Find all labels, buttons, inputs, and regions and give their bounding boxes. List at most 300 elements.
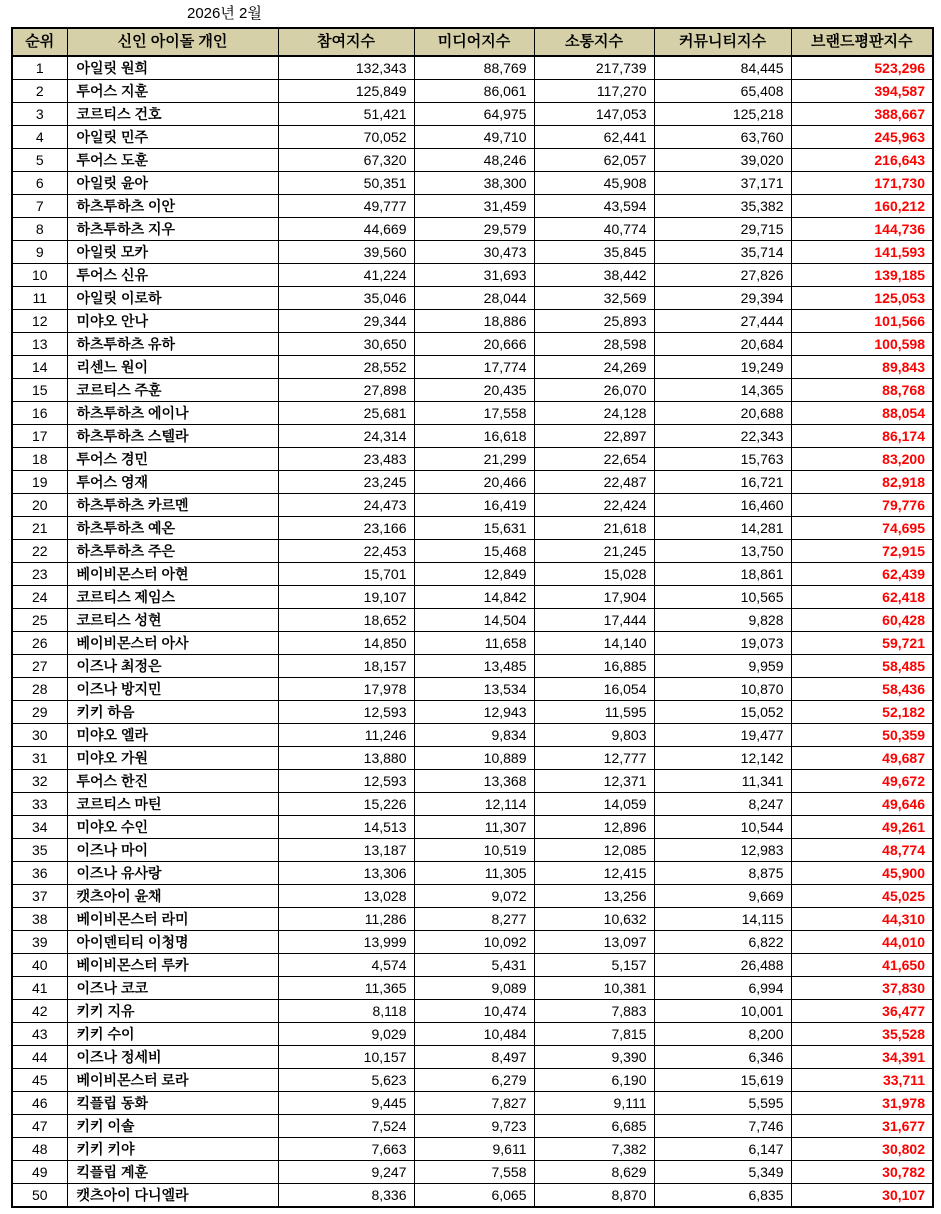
rank-cell: 15 [12,379,67,402]
brand-reputation-index-cell: 62,439 [791,563,933,586]
brand-reputation-index-cell: 72,915 [791,540,933,563]
table-row [12,356,933,379]
community-index-cell: 8,875 [654,862,791,885]
idol-name-cell: 투어스 한진 [67,770,278,793]
community-index-cell: 16,721 [654,471,791,494]
media-index-cell: 10,474 [414,1000,534,1023]
community-index-cell: 65,408 [654,80,791,103]
participation-index-cell: 23,245 [278,471,414,494]
participation-index-cell: 11,286 [278,908,414,931]
table-row [12,632,933,655]
brand-reputation-index-cell: 60,428 [791,609,933,632]
table-row [12,126,933,149]
table-row [12,862,933,885]
idol-name-cell: 하츠투하츠 주은 [67,540,278,563]
brand-reputation-index-cell: 37,830 [791,977,933,1000]
media-index-cell: 48,246 [414,149,534,172]
media-index-cell: 12,943 [414,701,534,724]
rank-cell: 41 [12,977,67,1000]
table-row [12,954,933,977]
media-index-cell: 12,849 [414,563,534,586]
participation-index-cell: 11,246 [278,724,414,747]
table-row [12,517,933,540]
rank-cell: 28 [12,678,67,701]
media-index-cell: 8,497 [414,1046,534,1069]
participation-index-cell: 13,880 [278,747,414,770]
participation-index-cell: 13,999 [278,931,414,954]
table-row [12,770,933,793]
media-index-cell: 11,307 [414,816,534,839]
rookie-idol-brand-ranking-table [11,27,934,1208]
rank-cell: 39 [12,931,67,954]
table-row [12,655,933,678]
communication-index-cell: 9,111 [534,1092,654,1115]
communication-index-cell: 35,845 [534,241,654,264]
communication-index-cell: 9,803 [534,724,654,747]
communication-index-cell: 8,629 [534,1161,654,1184]
table-row [12,839,933,862]
participation-index-cell: 14,513 [278,816,414,839]
table-row [12,103,933,126]
community-index-cell: 27,444 [654,310,791,333]
participation-index-cell: 44,669 [278,218,414,241]
participation-index-cell: 24,314 [278,425,414,448]
brand-reputation-index-cell: 89,843 [791,356,933,379]
community-index-cell: 5,595 [654,1092,791,1115]
communication-index-cell: 16,054 [534,678,654,701]
brand-reputation-index-cell: 79,776 [791,494,933,517]
table-row [12,287,933,310]
community-index-cell: 14,365 [654,379,791,402]
media-index-cell: 16,419 [414,494,534,517]
rank-cell: 31 [12,747,67,770]
participation-index-cell: 70,052 [278,126,414,149]
table-row [12,540,933,563]
media-index-cell: 20,666 [414,333,534,356]
idol-name-cell: 하츠투하츠 에이나 [67,402,278,425]
media-index-cell: 11,305 [414,862,534,885]
communication-index-cell: 217,739 [534,56,654,80]
participation-index-cell: 51,421 [278,103,414,126]
communication-index-cell: 12,415 [534,862,654,885]
community-index-cell: 20,684 [654,333,791,356]
communication-index-cell: 117,270 [534,80,654,103]
table-row [12,678,933,701]
media-index-cell: 28,044 [414,287,534,310]
participation-index-cell: 8,336 [278,1184,414,1208]
rank-cell: 46 [12,1092,67,1115]
communication-index-cell: 15,028 [534,563,654,586]
participation-index-cell: 9,247 [278,1161,414,1184]
participation-index-cell: 28,552 [278,356,414,379]
participation-index-cell: 13,306 [278,862,414,885]
media-index-cell: 13,485 [414,655,534,678]
rank-cell: 25 [12,609,67,632]
communication-index-cell: 24,269 [534,356,654,379]
communication-index-cell: 26,070 [534,379,654,402]
media-index-cell: 12,114 [414,793,534,816]
idol-name-cell: 미야오 엘라 [67,724,278,747]
rank-cell: 16 [12,402,67,425]
community-index-cell: 35,714 [654,241,791,264]
community-index-cell: 29,715 [654,218,791,241]
participation-index-cell: 23,166 [278,517,414,540]
table-row [12,1161,933,1184]
table-row [12,402,933,425]
rank-cell: 8 [12,218,67,241]
media-index-cell: 6,279 [414,1069,534,1092]
media-index-cell: 11,658 [414,632,534,655]
rank-cell: 40 [12,954,67,977]
brand-reputation-index-cell: 36,477 [791,1000,933,1023]
media-index-cell: 9,089 [414,977,534,1000]
idol-name-cell: 이즈나 마이 [67,839,278,862]
idol-name-cell: 킥플립 동화 [67,1092,278,1115]
table-header [12,28,933,56]
rank-cell: 42 [12,1000,67,1023]
rank-cell: 4 [12,126,67,149]
community-index-cell: 10,870 [654,678,791,701]
idol-name-cell: 베이비몬스터 루카 [67,954,278,977]
rank-cell: 2 [12,80,67,103]
participation-index-cell: 18,652 [278,609,414,632]
idol-name-cell: 투어스 경민 [67,448,278,471]
table-row [12,379,933,402]
participation-index-cell: 13,187 [278,839,414,862]
table-row [12,563,933,586]
communication-index-cell: 22,487 [534,471,654,494]
table-row [12,701,933,724]
communication-index-cell: 28,598 [534,333,654,356]
communication-index-cell: 5,157 [534,954,654,977]
rank-cell: 20 [12,494,67,517]
communication-index-cell: 10,632 [534,908,654,931]
rank-cell: 34 [12,816,67,839]
community-index-cell: 6,346 [654,1046,791,1069]
communication-index-cell: 17,444 [534,609,654,632]
community-index-cell: 29,394 [654,287,791,310]
media-index-cell: 30,473 [414,241,534,264]
participation-index-cell: 7,663 [278,1138,414,1161]
community-index-cell: 26,488 [654,954,791,977]
media-index-cell: 29,579 [414,218,534,241]
participation-index-cell: 8,118 [278,1000,414,1023]
media-index-cell: 10,484 [414,1023,534,1046]
rank-cell: 22 [12,540,67,563]
brand-reputation-index-cell: 59,721 [791,632,933,655]
community-index-cell: 6,822 [654,931,791,954]
communication-index-cell: 10,381 [534,977,654,1000]
community-index-cell: 8,200 [654,1023,791,1046]
idol-name-cell: 아일릿 윤아 [67,172,278,195]
table-row [12,609,933,632]
idol-name-cell: 미야오 가원 [67,747,278,770]
idol-name-cell: 이즈나 최정은 [67,655,278,678]
participation-index-cell: 35,046 [278,287,414,310]
idol-name-cell: 이즈나 방지민 [67,678,278,701]
participation-index-cell: 4,574 [278,954,414,977]
idol-name-cell: 미야오 안나 [67,310,278,333]
idol-name-cell: 베이비몬스터 로라 [67,1069,278,1092]
idol-name-cell: 투어스 신유 [67,264,278,287]
brand-reputation-index-cell: 49,261 [791,816,933,839]
media-index-cell: 7,558 [414,1161,534,1184]
brand-reputation-index-cell: 83,200 [791,448,933,471]
rank-cell: 50 [12,1184,67,1208]
brand-reputation-index-cell: 141,593 [791,241,933,264]
table-row [12,471,933,494]
idol-name-cell: 미야오 수인 [67,816,278,839]
rank-cell: 21 [12,517,67,540]
media-index-cell: 31,693 [414,264,534,287]
brand-reputation-index-cell: 74,695 [791,517,933,540]
participation-index-cell: 49,777 [278,195,414,218]
media-index-cell: 49,710 [414,126,534,149]
community-index-cell: 14,115 [654,908,791,931]
table-row [12,172,933,195]
brand-reputation-index-cell: 101,566 [791,310,933,333]
media-index-cell: 13,368 [414,770,534,793]
rank-cell: 9 [12,241,67,264]
community-index-cell: 6,994 [654,977,791,1000]
communication-index-cell: 62,441 [534,126,654,149]
participation-index-cell: 14,850 [278,632,414,655]
table-row [12,793,933,816]
rank-cell: 12 [12,310,67,333]
brand-reputation-index-cell: 45,900 [791,862,933,885]
communication-index-cell: 24,128 [534,402,654,425]
header-idol-name: 신인 아이돌 개인 [67,28,278,56]
media-index-cell: 10,889 [414,747,534,770]
media-index-cell: 8,277 [414,908,534,931]
idol-name-cell: 이즈나 코코 [67,977,278,1000]
participation-index-cell: 12,593 [278,770,414,793]
idol-name-cell: 투어스 지훈 [67,80,278,103]
media-index-cell: 21,299 [414,448,534,471]
media-index-cell: 86,061 [414,80,534,103]
participation-index-cell: 29,344 [278,310,414,333]
brand-reputation-index-cell: 41,650 [791,954,933,977]
table-row [12,310,933,333]
brand-reputation-index-cell: 245,963 [791,126,933,149]
community-index-cell: 10,565 [654,586,791,609]
brand-reputation-index-cell: 30,782 [791,1161,933,1184]
communication-index-cell: 43,594 [534,195,654,218]
media-index-cell: 13,534 [414,678,534,701]
brand-reputation-index-cell: 48,774 [791,839,933,862]
rank-cell: 48 [12,1138,67,1161]
community-index-cell: 15,052 [654,701,791,724]
participation-index-cell: 41,224 [278,264,414,287]
community-index-cell: 27,826 [654,264,791,287]
rank-cell: 27 [12,655,67,678]
idol-name-cell: 키키 이솔 [67,1115,278,1138]
brand-reputation-index-cell: 100,598 [791,333,933,356]
community-index-cell: 19,477 [654,724,791,747]
media-index-cell: 9,834 [414,724,534,747]
communication-index-cell: 25,893 [534,310,654,333]
community-index-cell: 13,750 [654,540,791,563]
participation-index-cell: 27,898 [278,379,414,402]
community-index-cell: 39,020 [654,149,791,172]
community-index-cell: 9,828 [654,609,791,632]
communication-index-cell: 14,140 [534,632,654,655]
rank-cell: 14 [12,356,67,379]
header-row [12,28,933,56]
brand-reputation-index-cell: 139,185 [791,264,933,287]
table-row [12,1000,933,1023]
table-row [12,241,933,264]
rank-cell: 26 [12,632,67,655]
community-index-cell: 8,247 [654,793,791,816]
table-row [12,448,933,471]
media-index-cell: 9,072 [414,885,534,908]
communication-index-cell: 22,897 [534,425,654,448]
brand-reputation-index-cell: 160,212 [791,195,933,218]
brand-reputation-index-cell: 216,643 [791,149,933,172]
community-index-cell: 7,746 [654,1115,791,1138]
media-index-cell: 14,504 [414,609,534,632]
communication-index-cell: 7,815 [534,1023,654,1046]
communication-index-cell: 12,085 [534,839,654,862]
communication-index-cell: 6,190 [534,1069,654,1092]
participation-index-cell: 9,029 [278,1023,414,1046]
page-title: 2026년 2월 [187,5,262,22]
participation-index-cell: 132,343 [278,56,414,80]
brand-reputation-index-cell: 31,978 [791,1092,933,1115]
brand-reputation-index-cell: 44,310 [791,908,933,931]
media-index-cell: 17,774 [414,356,534,379]
brand-reputation-index-cell: 88,054 [791,402,933,425]
communication-index-cell: 147,053 [534,103,654,126]
rank-cell: 11 [12,287,67,310]
media-index-cell: 64,975 [414,103,534,126]
participation-index-cell: 24,473 [278,494,414,517]
media-index-cell: 10,519 [414,839,534,862]
rank-cell: 5 [12,149,67,172]
idol-name-cell: 하츠투하츠 지우 [67,218,278,241]
community-index-cell: 12,983 [654,839,791,862]
media-index-cell: 6,065 [414,1184,534,1208]
participation-index-cell: 12,593 [278,701,414,724]
participation-index-cell: 10,157 [278,1046,414,1069]
communication-index-cell: 14,059 [534,793,654,816]
communication-index-cell: 17,904 [534,586,654,609]
table-row [12,218,933,241]
brand-reputation-index-cell: 44,010 [791,931,933,954]
rank-cell: 18 [12,448,67,471]
header-participation-index: 참여지수 [278,28,414,56]
brand-reputation-index-cell: 171,730 [791,172,933,195]
media-index-cell: 38,300 [414,172,534,195]
table-row [12,56,933,80]
rank-cell: 38 [12,908,67,931]
table-row [12,885,933,908]
table-row [12,494,933,517]
communication-index-cell: 12,896 [534,816,654,839]
media-index-cell: 9,611 [414,1138,534,1161]
rank-cell: 47 [12,1115,67,1138]
brand-reputation-index-cell: 82,918 [791,471,933,494]
community-index-cell: 5,349 [654,1161,791,1184]
participation-index-cell: 22,453 [278,540,414,563]
participation-index-cell: 9,445 [278,1092,414,1115]
idol-name-cell: 아일릿 원희 [67,56,278,80]
table-row [12,908,933,931]
communication-index-cell: 12,777 [534,747,654,770]
media-index-cell: 20,435 [414,379,534,402]
communication-index-cell: 22,424 [534,494,654,517]
idol-name-cell: 하츠투하츠 스텔라 [67,425,278,448]
table-row [12,586,933,609]
communication-index-cell: 21,618 [534,517,654,540]
header-community-index: 커뮤니티지수 [654,28,791,56]
idol-name-cell: 베이비몬스터 라미 [67,908,278,931]
media-index-cell: 14,842 [414,586,534,609]
header-rank: 순위 [12,28,67,56]
communication-index-cell: 13,256 [534,885,654,908]
table-row [12,1184,933,1208]
rank-cell: 10 [12,264,67,287]
rank-cell: 19 [12,471,67,494]
idol-name-cell: 키키 키야 [67,1138,278,1161]
community-index-cell: 18,861 [654,563,791,586]
participation-index-cell: 18,157 [278,655,414,678]
idol-name-cell: 코르티스 성현 [67,609,278,632]
table-row [12,195,933,218]
idol-name-cell: 하츠투하츠 예온 [67,517,278,540]
communication-index-cell: 8,870 [534,1184,654,1208]
idol-name-cell: 하츠투하츠 카르멘 [67,494,278,517]
idol-name-cell: 키키 하음 [67,701,278,724]
idol-name-cell: 아일릿 이로하 [67,287,278,310]
idol-name-cell: 코르티스 마틴 [67,793,278,816]
communication-index-cell: 62,057 [534,149,654,172]
participation-index-cell: 17,978 [278,678,414,701]
community-index-cell: 9,959 [654,655,791,678]
rank-cell: 3 [12,103,67,126]
rank-cell: 17 [12,425,67,448]
brand-reputation-index-cell: 49,672 [791,770,933,793]
brand-reputation-index-cell: 86,174 [791,425,933,448]
media-index-cell: 10,092 [414,931,534,954]
idol-name-cell: 이즈나 유사랑 [67,862,278,885]
communication-index-cell: 32,569 [534,287,654,310]
community-index-cell: 22,343 [654,425,791,448]
media-index-cell: 5,431 [414,954,534,977]
community-index-cell: 84,445 [654,56,791,80]
rank-cell: 43 [12,1023,67,1046]
community-index-cell: 15,763 [654,448,791,471]
table-row [12,931,933,954]
communication-index-cell: 22,654 [534,448,654,471]
rank-cell: 44 [12,1046,67,1069]
community-index-cell: 6,835 [654,1184,791,1208]
community-index-cell: 63,760 [654,126,791,149]
brand-reputation-index-cell: 88,768 [791,379,933,402]
community-index-cell: 35,382 [654,195,791,218]
table-row [12,747,933,770]
rank-cell: 1 [12,56,67,80]
idol-name-cell: 이즈나 정세비 [67,1046,278,1069]
brand-reputation-index-cell: 45,025 [791,885,933,908]
idol-name-cell: 키키 지유 [67,1000,278,1023]
table-row [12,1069,933,1092]
header-brand-reputation-index: 브랜드평판지수 [791,28,933,56]
idol-name-cell: 투어스 영재 [67,471,278,494]
community-index-cell: 16,460 [654,494,791,517]
idol-name-cell: 아일릿 모카 [67,241,278,264]
